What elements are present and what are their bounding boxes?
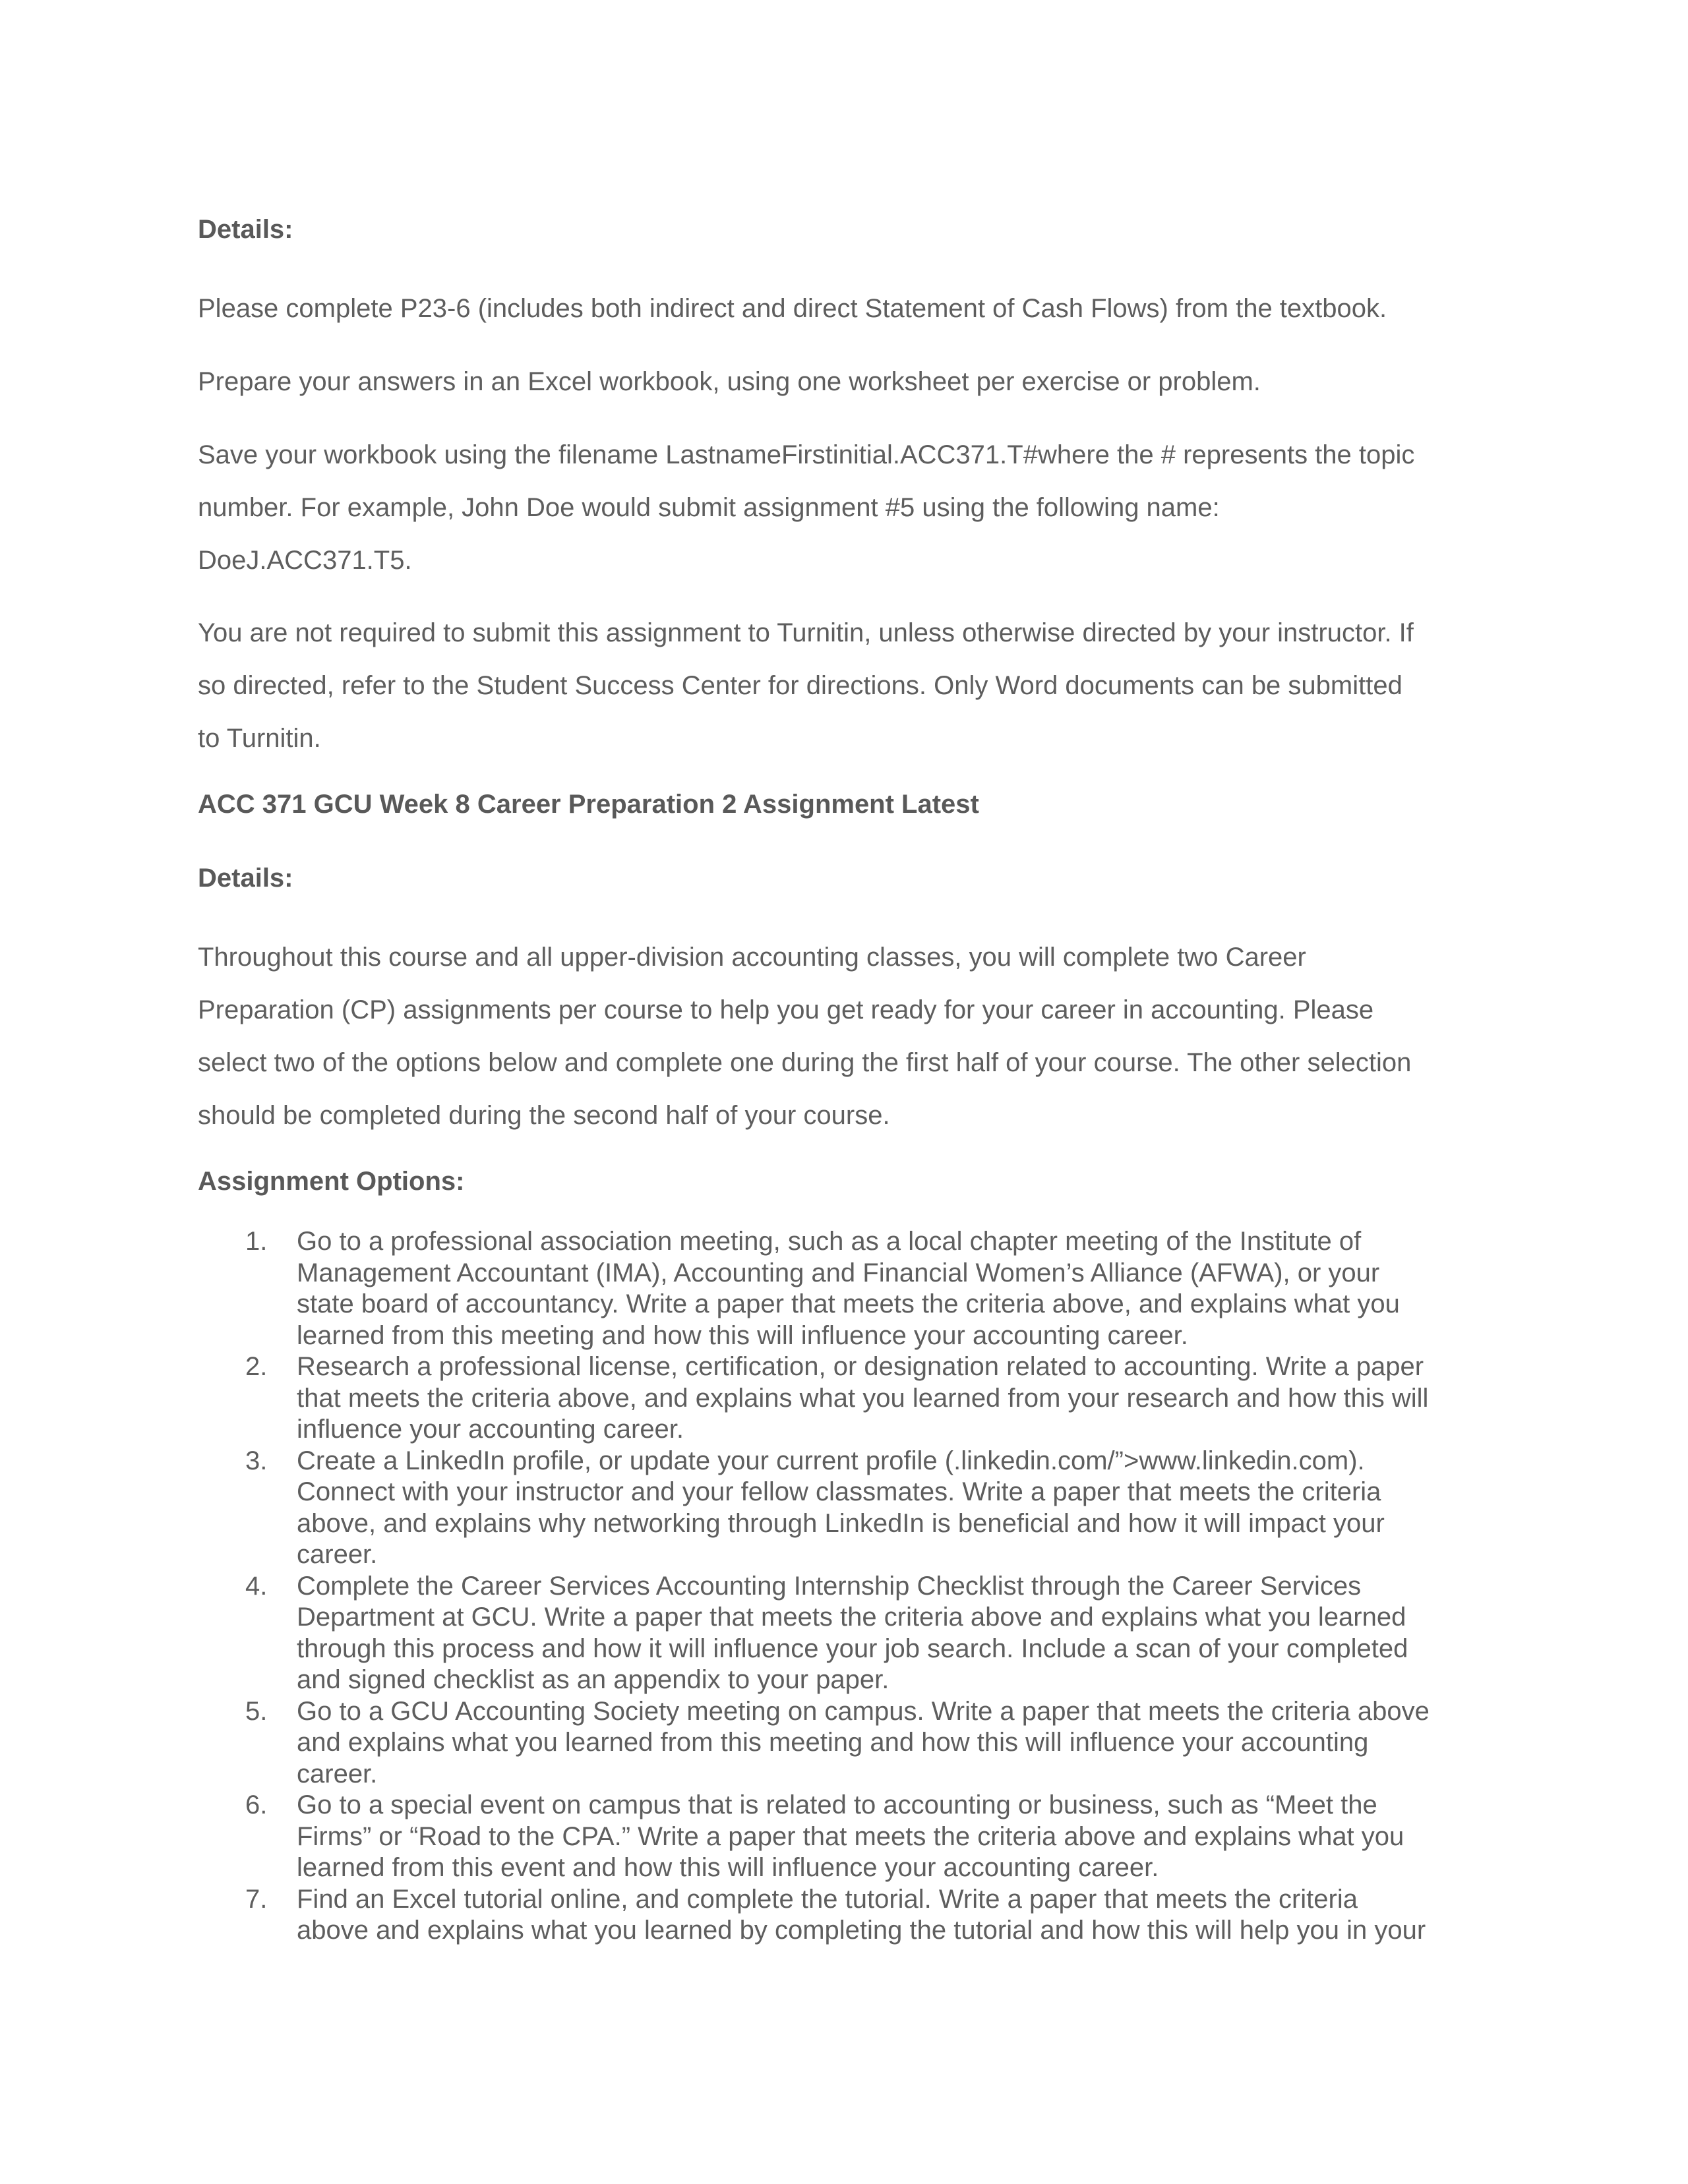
paragraph-line: You are not required to submit this assignment to Turnitin, unless otherwise directed by your instructor. If (198, 618, 1414, 647)
details-heading-2: Details: (198, 864, 293, 893)
turnitin-paragraph (198, 606, 1490, 765)
list-item (198, 1790, 1490, 1884)
paragraph-line: should be completed during the second half of your course. (198, 1101, 890, 1130)
list-item-line: state board of accountancy. Write a paper that meets the criteria above, and explains what you (297, 1289, 1400, 1318)
list-item-line: influence your accounting career. (297, 1415, 684, 1444)
list-item-line: Create a LinkedIn profile, or update your current profile (.linkedin.com/”>www.linkedin.com). (297, 1446, 1365, 1475)
assignment-title: ACC 371 GCU Week 8 Career Preparation 2 Assignment Latest (198, 790, 979, 819)
list-number: 5. (245, 1696, 268, 1726)
list-number: 7. (245, 1884, 268, 1914)
list-item-line: above and explains what you learned by completing the tutorial and how this will help you in your (297, 1916, 1426, 1945)
list-item-line: Research a professional license, certification, or designation related to accounting. Write a paper (297, 1352, 1424, 1381)
career-intro-paragraph (198, 931, 1490, 1142)
list-item (198, 1446, 1490, 1571)
list-item-line: and explains what you learned from this meeting and how this will influence your accounting (297, 1728, 1369, 1757)
list-item-line: Go to a special event on campus that is related to accounting or business, such as “Meet the (297, 1790, 1377, 1819)
paragraph-line: select two of the options below and complete one during the first half of your course. The other selection (198, 1048, 1412, 1077)
details-heading: Details: (198, 215, 293, 244)
instruction-paragraph-1 (198, 282, 1490, 335)
list-number: 2. (245, 1352, 268, 1381)
assignment-options-list (198, 1226, 1490, 1947)
list-item-line: Complete the Career Services Accounting Internship Checklist through the Career Services (297, 1571, 1362, 1601)
list-item-line: through this process and how it will influence your job search. Include a scan of your completed (297, 1634, 1408, 1663)
list-item (198, 1571, 1490, 1696)
paragraph-line: DoeJ.ACC371.T5. (198, 546, 412, 575)
instruction-paragraph-2 (198, 355, 1490, 408)
list-item-line: above, and explains why networking through LinkedIn is beneficial and how it will impact your (297, 1508, 1385, 1538)
filename-paragraph (198, 428, 1490, 587)
list-item-line: learned from this meeting and how this will influence your accounting career. (297, 1320, 1188, 1350)
list-item-line: Management Accountant (IMA), Accounting and Financial Women’s Alliance (AFWA), or your (297, 1258, 1380, 1287)
list-number: 3. (245, 1446, 268, 1475)
list-item-line: that meets the criteria above, and explains what you learned from your research and how this will (297, 1383, 1429, 1413)
list-item (198, 1696, 1490, 1790)
list-item-line: Find an Excel tutorial online, and complete the tutorial. Write a paper that meets the criteria (297, 1884, 1358, 1914)
assignment-options-heading: Assignment Options: (198, 1167, 465, 1196)
paragraph-line: number. For example, John Doe would submit assignment #5 using the following name: (198, 493, 1220, 522)
list-item-line: Firms” or “Road to the CPA.” Write a paper that meets the criteria above and explains what you (297, 1821, 1404, 1851)
list-item-line: Connect with your instructor and your fellow classmates. Write a paper that meets the criteria (297, 1477, 1381, 1506)
list-item-line: career. (297, 1759, 378, 1788)
list-number: 4. (245, 1571, 268, 1601)
paragraph-line: Save your workbook using the filename LastnameFirstinitial.ACC371.T#where the # represents the topic (198, 440, 1415, 469)
paragraph-line: Please complete P23-6 (includes both indirect and direct Statement of Cash Flows) from the textbook. (198, 294, 1387, 323)
paragraph-line: Prepare your answers in an Excel workbook, using one worksheet per exercise or problem. (198, 367, 1261, 396)
list-number: 6. (245, 1790, 268, 1819)
document-body (198, 210, 1490, 1947)
list-number: 1. (245, 1227, 268, 1256)
paragraph-line: so directed, refer to the Student Success Center for directions. Only Word documents can be submitted (198, 671, 1402, 700)
list-item-line: Go to a professional association meeting, such as a local chapter meeting of the Institute of (297, 1227, 1362, 1256)
paragraph-line: to Turnitin. (198, 724, 321, 753)
paragraph-line: Preparation (CP) assignments per course to help you get ready for your career in accounting. Please (198, 995, 1374, 1024)
list-item-line: Go to a GCU Accounting Society meeting on campus. Write a paper that meets the criteria above (297, 1696, 1430, 1726)
list-item (198, 1226, 1490, 1351)
list-item-line: and signed checklist as an appendix to your paper. (297, 1665, 889, 1694)
list-item-line: career. (297, 1540, 378, 1569)
list-item-line: learned from this event and how this will influence your accounting career. (297, 1853, 1159, 1882)
list-item (198, 1351, 1490, 1446)
paragraph-line: Throughout this course and all upper-division accounting classes, you will complete two Career (198, 943, 1306, 972)
list-item (198, 1884, 1490, 1947)
list-item-line: Department at GCU. Write a paper that meets the criteria above and explains what you learned (297, 1603, 1406, 1632)
